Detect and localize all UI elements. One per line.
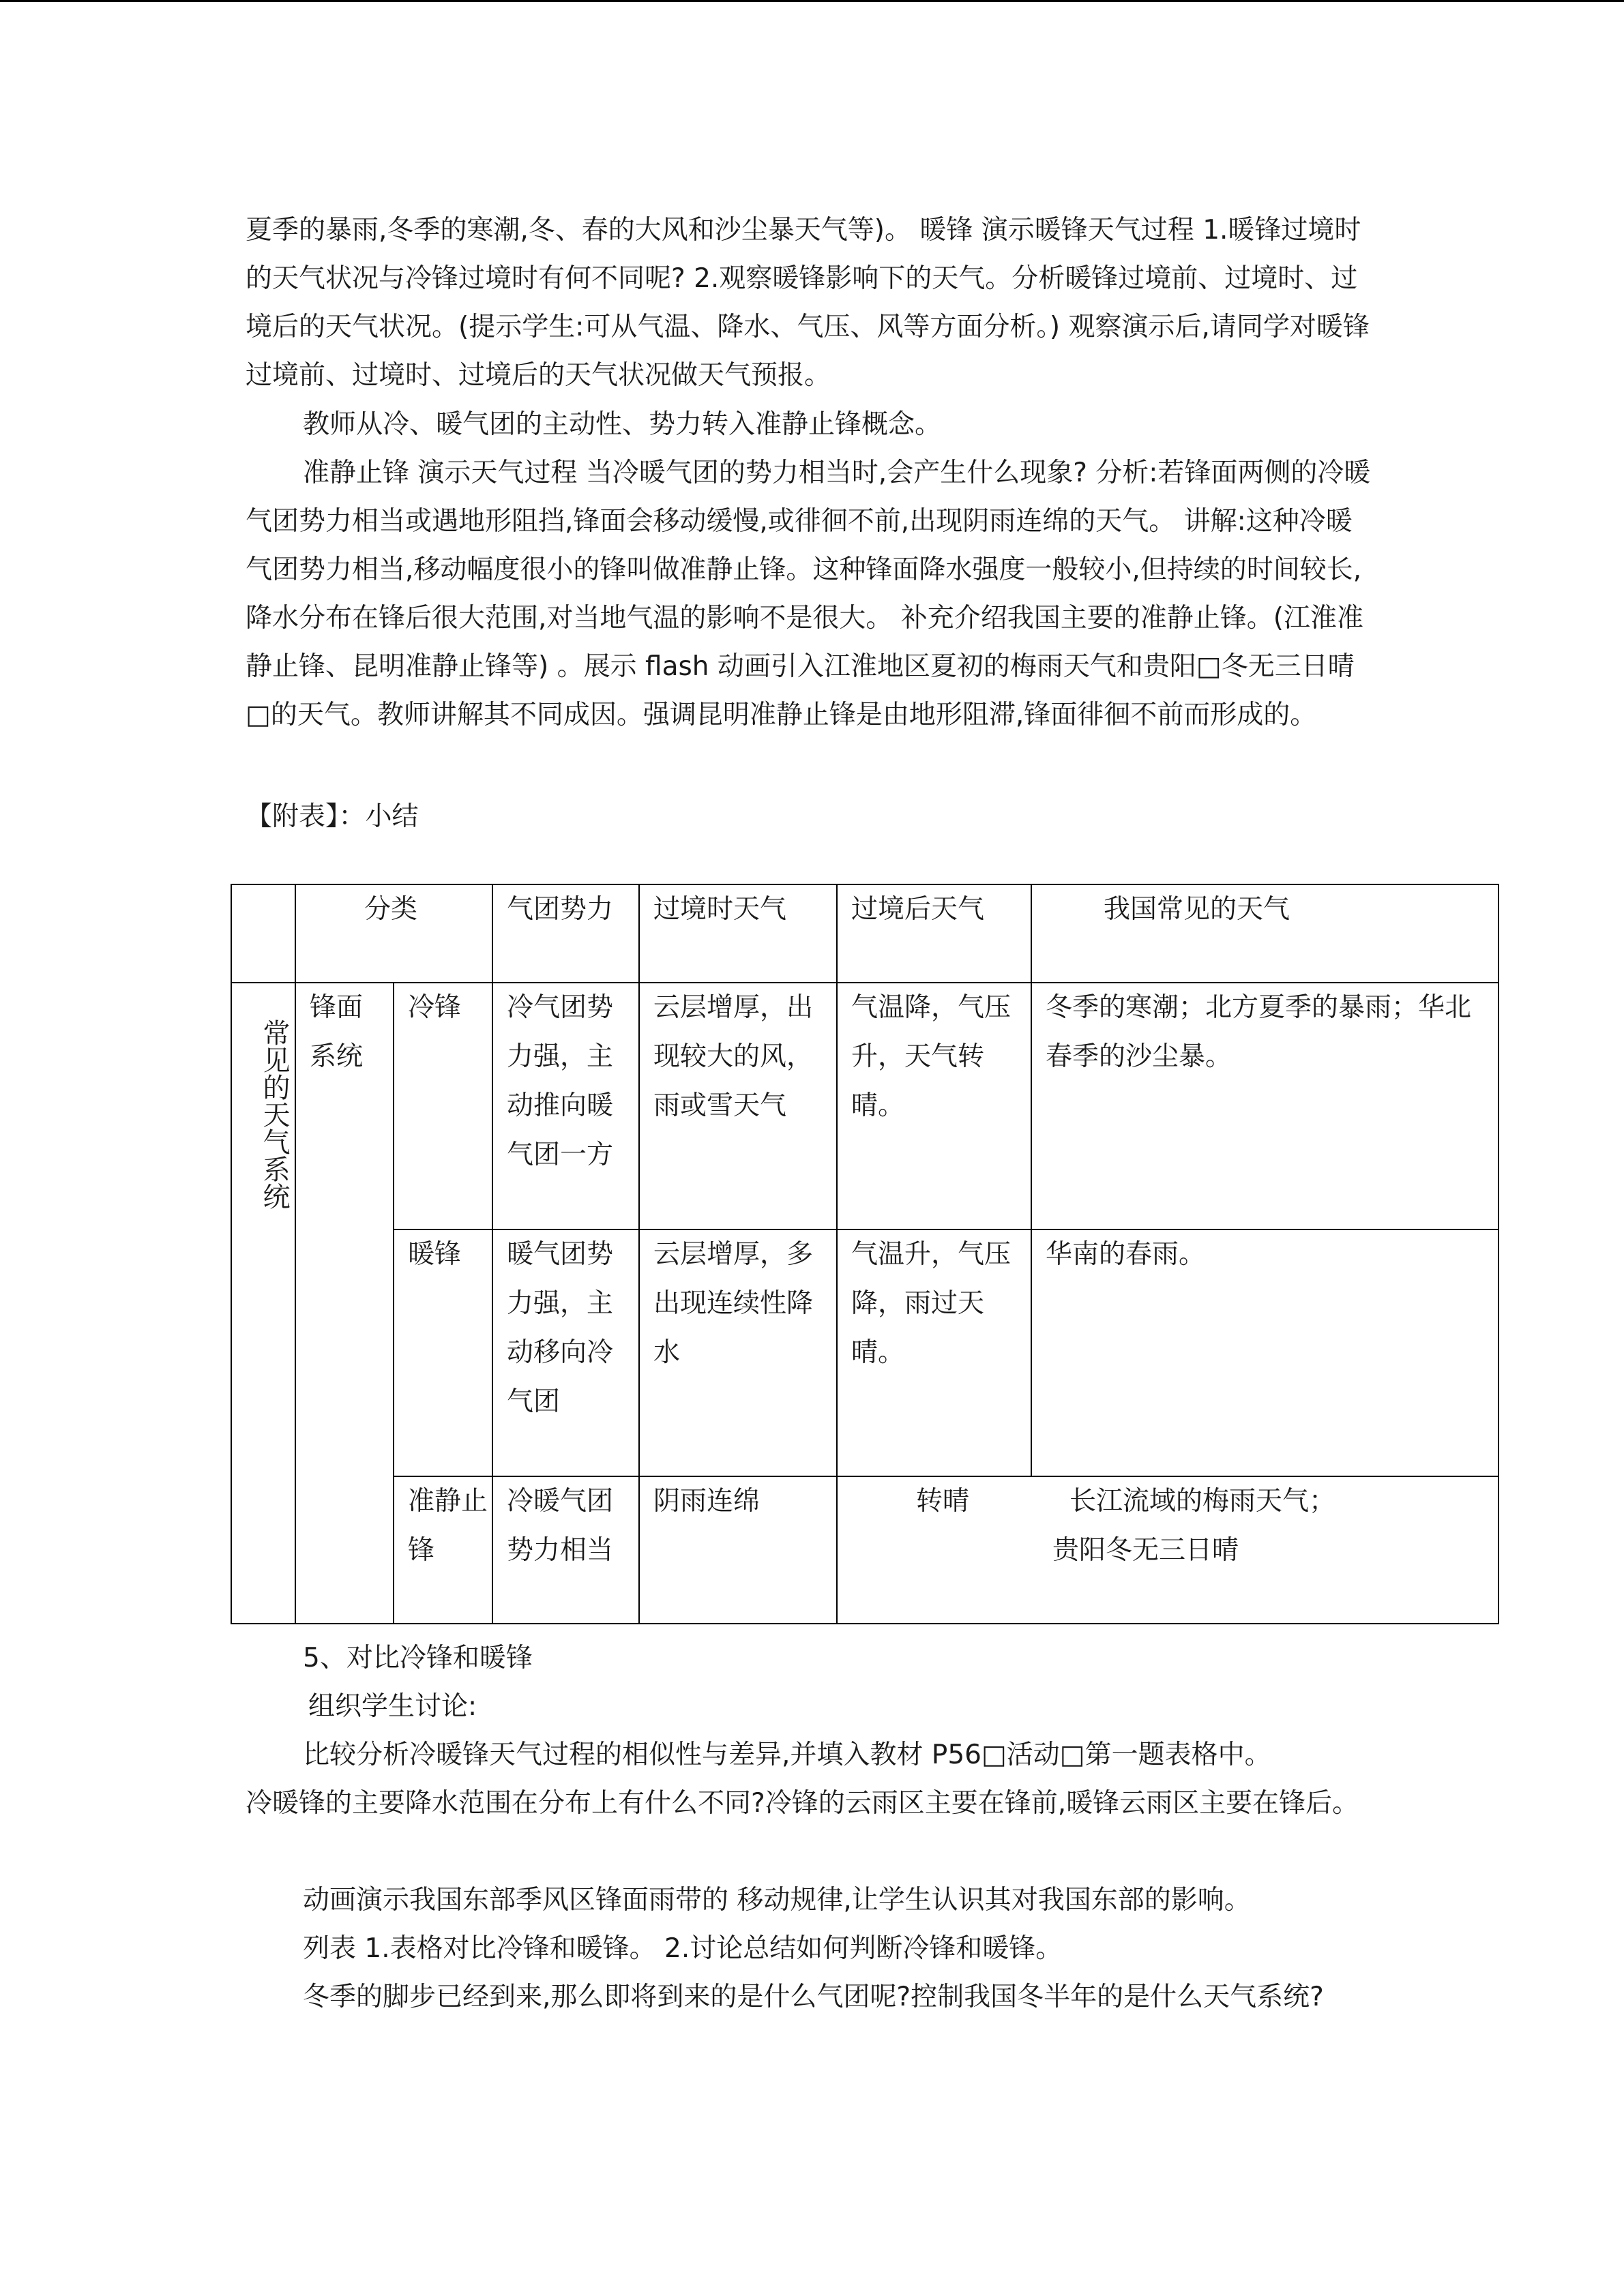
header-during: 过境时天气 <box>639 884 837 983</box>
stationary-front-common-1: 长江流域的梅雨天气； <box>1069 1486 1336 1517</box>
cold-front-type: 冷锋 <box>394 983 492 1229</box>
page-top-border <box>0 0 1624 2</box>
list-summary: 列表 1.表格对比冷锋和暖锋。 2.讨论总结如何判断冷锋和暖锋。 <box>303 1933 1063 1964</box>
discussion-label: 组织学生讨论: <box>308 1691 477 1722</box>
animation-demo: 动画演示我国东部季风区锋面雨带的 移动规律,让学生认识其对我国东部的影响。 <box>303 1885 1251 1915</box>
warm-front-common: 华南的春雨。 <box>1031 1229 1498 1476</box>
warm-front-during: 云层增厚，多出现连续性降水 <box>639 1229 837 1476</box>
stationary-front-after-common <box>837 1476 1498 1624</box>
winter-question: 冬季的脚步已经到来,那么即将到来的是什么气团呢?控制我国冬半年的是什么天气系统? <box>303 1982 1324 2012</box>
stationary-front-common-2: 贵阳冬无三日晴 <box>1052 1535 1239 1566</box>
table-row-cold-front <box>231 983 1498 1229</box>
paragraph-stationary-front: 准静止锋 演示天气过程 当冷暖气团的势力相当时,会产生什么现象? 分析:若锋面两侧的冷暖气团势力相当或遇地形阻挡,锋面会移动缓慢,或徘徊不前,出现阴雨连绵的天气。 讲解:这种冷暖气团势力相当,移动幅度很小的锋叫做准静止锋。这种锋面降水强度一般较小,但持续的时间较长,降水分布在锋后很大范围,对当地气温的影响不是很大。 补充介绍我国主要的准静止锋。(江淮准静止锋、昆明准静止锋等) 。展示 flash 动画引入江淮地区夏初的梅雨天气和贵阳□冬无三日晴□的天气。教师讲解其不同成因。强调昆明准静止锋是由地形阻滞,锋面徘徊不前而形成的。 <box>246 458 1371 730</box>
stationary-front-type: 准静止锋 <box>394 1476 492 1624</box>
stationary-front-during: 阴雨连绵 <box>639 1476 837 1624</box>
precipitation-difference: 冷暖锋的主要降水范围在分布上有什么不同?冷锋的云雨区主要在锋前,暖锋云雨区主要在锋后。 <box>246 1788 1359 1819</box>
warm-front-type: 暖锋 <box>394 1229 492 1476</box>
summary-table <box>231 884 1499 1624</box>
appendix-heading: 【附表】：小结 <box>246 801 419 832</box>
warm-front-air-mass: 暖气团势力强，主动移向冷气团 <box>492 1229 639 1476</box>
header-after: 过境后天气 <box>837 884 1031 983</box>
header-category: 分类 <box>295 884 492 983</box>
cold-front-after: 气温降，气压升，天气转晴。 <box>837 983 1031 1229</box>
cold-front-common: 冬季的寒潮；北方夏季的暴雨；华北春季的沙尘暴。 <box>1031 983 1498 1229</box>
compare-task: 比较分析冷暖锋天气过程的相似性与差异,并填入教材 P56□活动□第一题表格中。 <box>303 1740 1271 1770</box>
header-corner-cell <box>231 884 295 983</box>
paragraph-transition: 教师从冷、暖气团的主动性、势力转入准静止锋概念。 <box>303 409 942 440</box>
subgroup-label-front-systems: 锋面系统 <box>295 983 394 1624</box>
table-row-warm-front <box>231 1229 1498 1476</box>
cold-front-air-mass: 冷气团势力强，主动推向暖气团一方 <box>492 983 639 1229</box>
warm-front-after: 气温升，气压降，雨过天晴。 <box>837 1229 1031 1476</box>
group-label-weather-systems: 常见的天气系统 <box>231 983 295 1624</box>
section-heading-compare: 5、对比冷锋和暖锋 <box>303 1643 533 1673</box>
cold-front-during: 云层增厚，出现较大的风，雨或雪天气 <box>639 983 837 1229</box>
header-air-mass: 气团势力 <box>492 884 639 983</box>
stationary-front-air-mass: 冷暖气团势力相当 <box>492 1476 639 1624</box>
header-common: 我国常见的天气 <box>1031 884 1498 983</box>
paragraph-warm-front: 夏季的暴雨,冬季的寒潮,冬、春的大风和沙尘暴天气等)。 暖锋 演示暖锋天气过程 1.暖锋过境时的天气状况与冷锋过境时有何不同呢? 2.观察暖锋影响下的天气。分析暖锋过境前、过境时、过境后的天气状况。(提示学生:可从气温、降水、气压、风等方面分析。) 观察演示后,请同学对暖锋过境前、过境时、过境后的天气状况做天气预报。 <box>246 215 1370 391</box>
table-header-row <box>231 884 1498 983</box>
stationary-front-after: 转晴 <box>916 1486 970 1517</box>
table-row-stationary-front <box>231 1476 1498 1624</box>
